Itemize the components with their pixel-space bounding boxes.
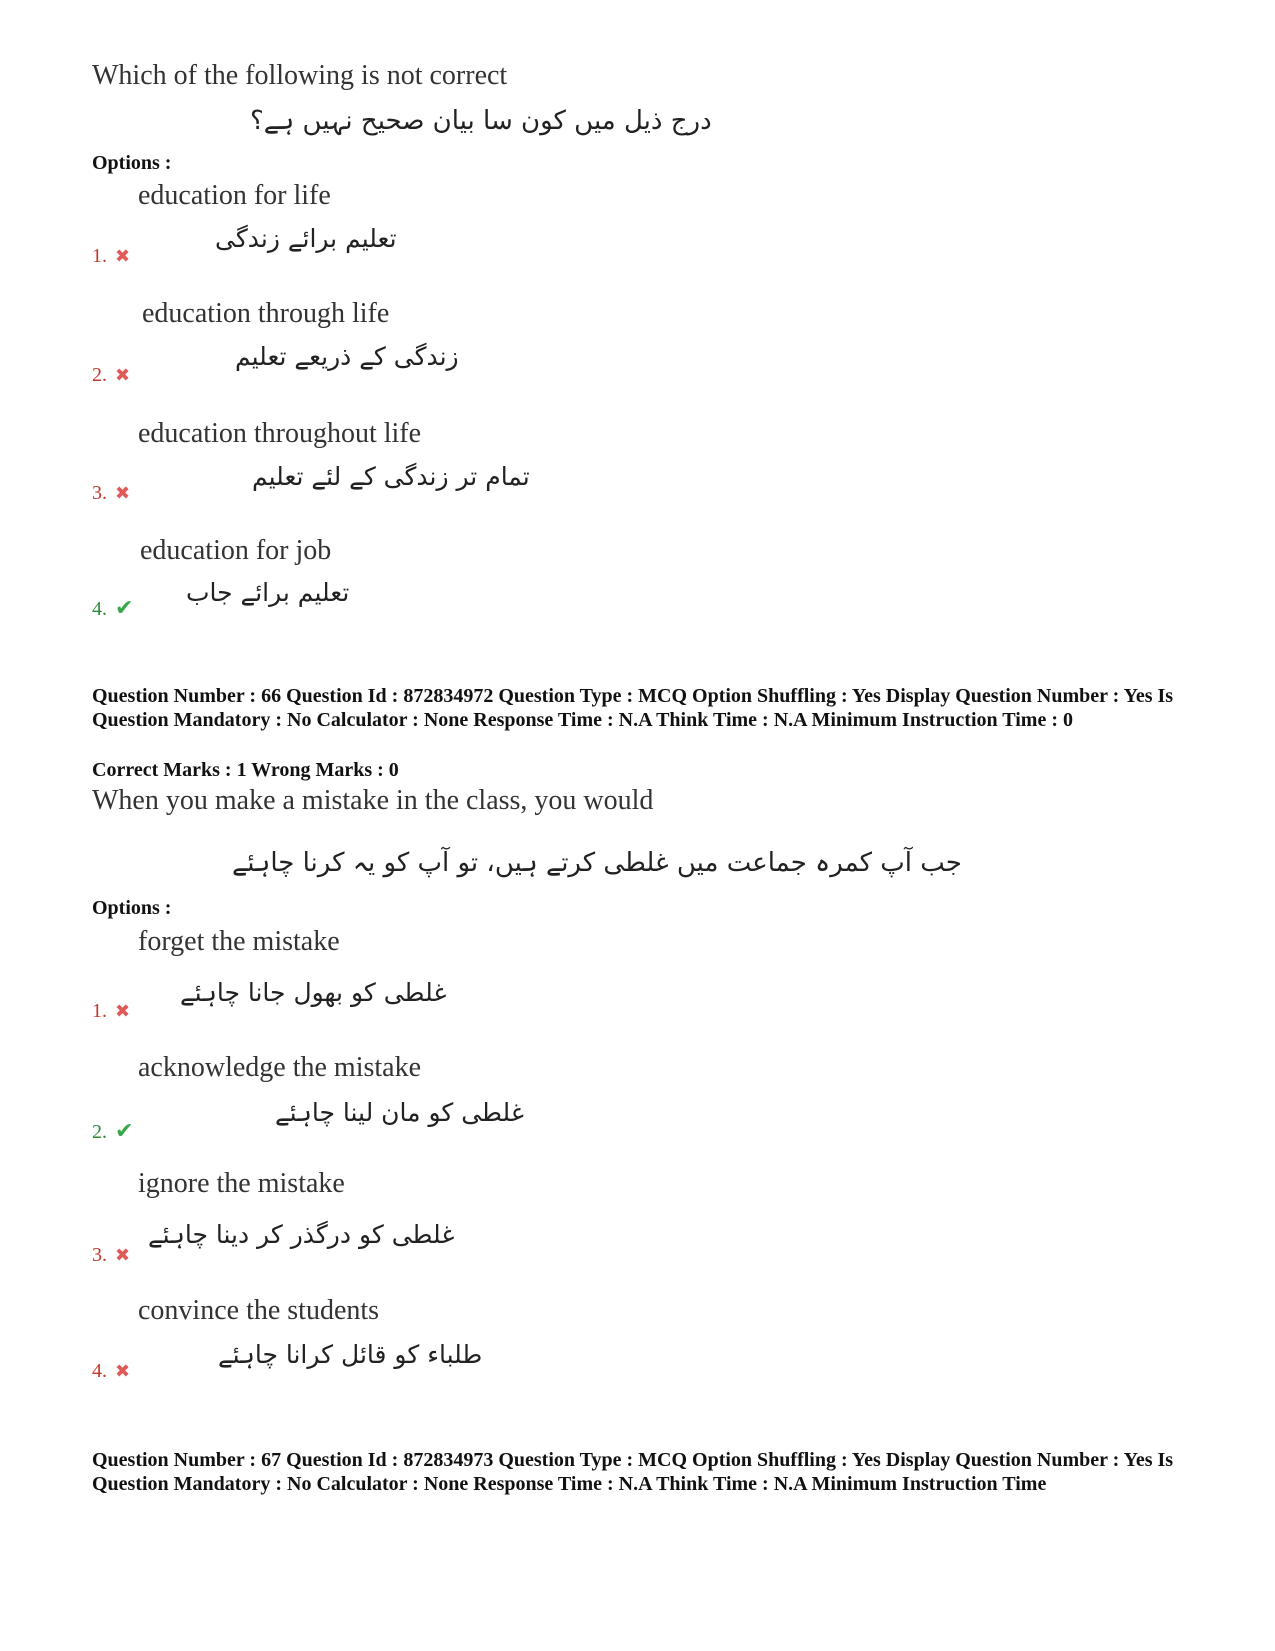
q66-option-4-en: convince the students — [138, 1295, 380, 1326]
q65-option-1-ur: تعلیم برائے زندگی — [215, 224, 397, 253]
q66-option-1 — [92, 1000, 130, 1023]
q66-option-1-ur: غلطی کو بھول جانا چاہئے — [180, 978, 447, 1007]
question-65-options-label: Options : — [92, 152, 172, 174]
q65-option-3 — [92, 482, 130, 505]
q66-option-3-en: ignore the mistake — [138, 1168, 345, 1199]
question-67-meta: Question Number : 67 Question Id : 872834973 Question Type : MCQ Option Shuffling : Yes Display Question Number : Yes Is Question Mandatory : No Calculator : None Response Time : N.A Think Time : N.A Minimum Instruction Time — [92, 1449, 1174, 1495]
q66-option-3 — [92, 1244, 130, 1267]
cross-icon: ✖ — [115, 1001, 131, 1022]
cross-icon: ✖ — [115, 1361, 131, 1382]
option-number: 1. — [92, 1000, 107, 1022]
option-number: 3. — [92, 482, 107, 504]
option-number: 3. — [92, 1244, 107, 1266]
q65-option-1-en: education for life — [138, 180, 331, 211]
q65-option-4-en: education for job — [140, 535, 332, 566]
question-65-text-en: Which of the following is not correct — [92, 60, 508, 91]
question-66-meta: Question Number : 66 Question Id : 872834972 Question Type : MCQ Option Shuffling : Yes Display Question Number : Yes Is Question Mandatory : No Calculator : None Response Time : N.A Think Time : N.A Minimum Instruction Time : 0 — [92, 685, 1174, 731]
q65-option-4 — [92, 596, 133, 621]
check-icon: ✔ — [115, 596, 134, 621]
q66-option-2-ur: غلطی کو مان لینا چاہئے — [275, 1098, 524, 1127]
cross-icon: ✖ — [115, 246, 131, 267]
question-66-text-ur: جب آپ کمرہ جماعت میں غلطی کرتے ہیں، تو آپ کو یہ کرنا چاہئے — [232, 848, 962, 878]
q65-option-4-ur: تعلیم برائے جاب — [186, 578, 350, 607]
cross-icon: ✖ — [115, 483, 131, 504]
q66-option-4 — [92, 1360, 130, 1383]
q66-option-2 — [92, 1119, 133, 1144]
q65-option-1 — [92, 245, 130, 268]
question-66-options-label: Options : — [92, 897, 172, 919]
cross-icon: ✖ — [115, 365, 131, 386]
option-number: 1. — [92, 245, 107, 267]
q66-option-4-ur: طلباء کو قائل کرانا چاہئے — [218, 1340, 483, 1369]
option-number: 4. — [92, 598, 107, 620]
q65-option-3-ur: تمام تر زندگی کے لئے تعلیم — [252, 462, 530, 491]
question-66-text-en: When you make a mistake in the class, you would — [92, 785, 654, 816]
check-icon: ✔ — [115, 1119, 134, 1144]
q65-option-2-en: education through life — [142, 298, 390, 329]
q65-option-2-ur: زندگی کے ذریعے تعلیم — [235, 342, 459, 371]
option-number: 2. — [92, 364, 107, 386]
q66-option-3-ur: غلطی کو درگذر کر دینا چاہئے — [148, 1220, 455, 1249]
q65-option-3-en: education throughout life — [138, 418, 422, 449]
question-65-text-ur: درج ذیل میں کون سا بیان صحیح نہیں ہے؟ — [250, 106, 712, 136]
q66-option-1-en: forget the mistake — [138, 926, 340, 957]
q66-option-2-en: acknowledge the mistake — [138, 1052, 422, 1083]
option-number: 2. — [92, 1121, 107, 1143]
q65-option-2 — [92, 364, 130, 387]
cross-icon: ✖ — [115, 1245, 131, 1266]
question-66-marks: Correct Marks : 1 Wrong Marks : 0 — [92, 759, 399, 781]
option-number: 4. — [92, 1360, 107, 1382]
